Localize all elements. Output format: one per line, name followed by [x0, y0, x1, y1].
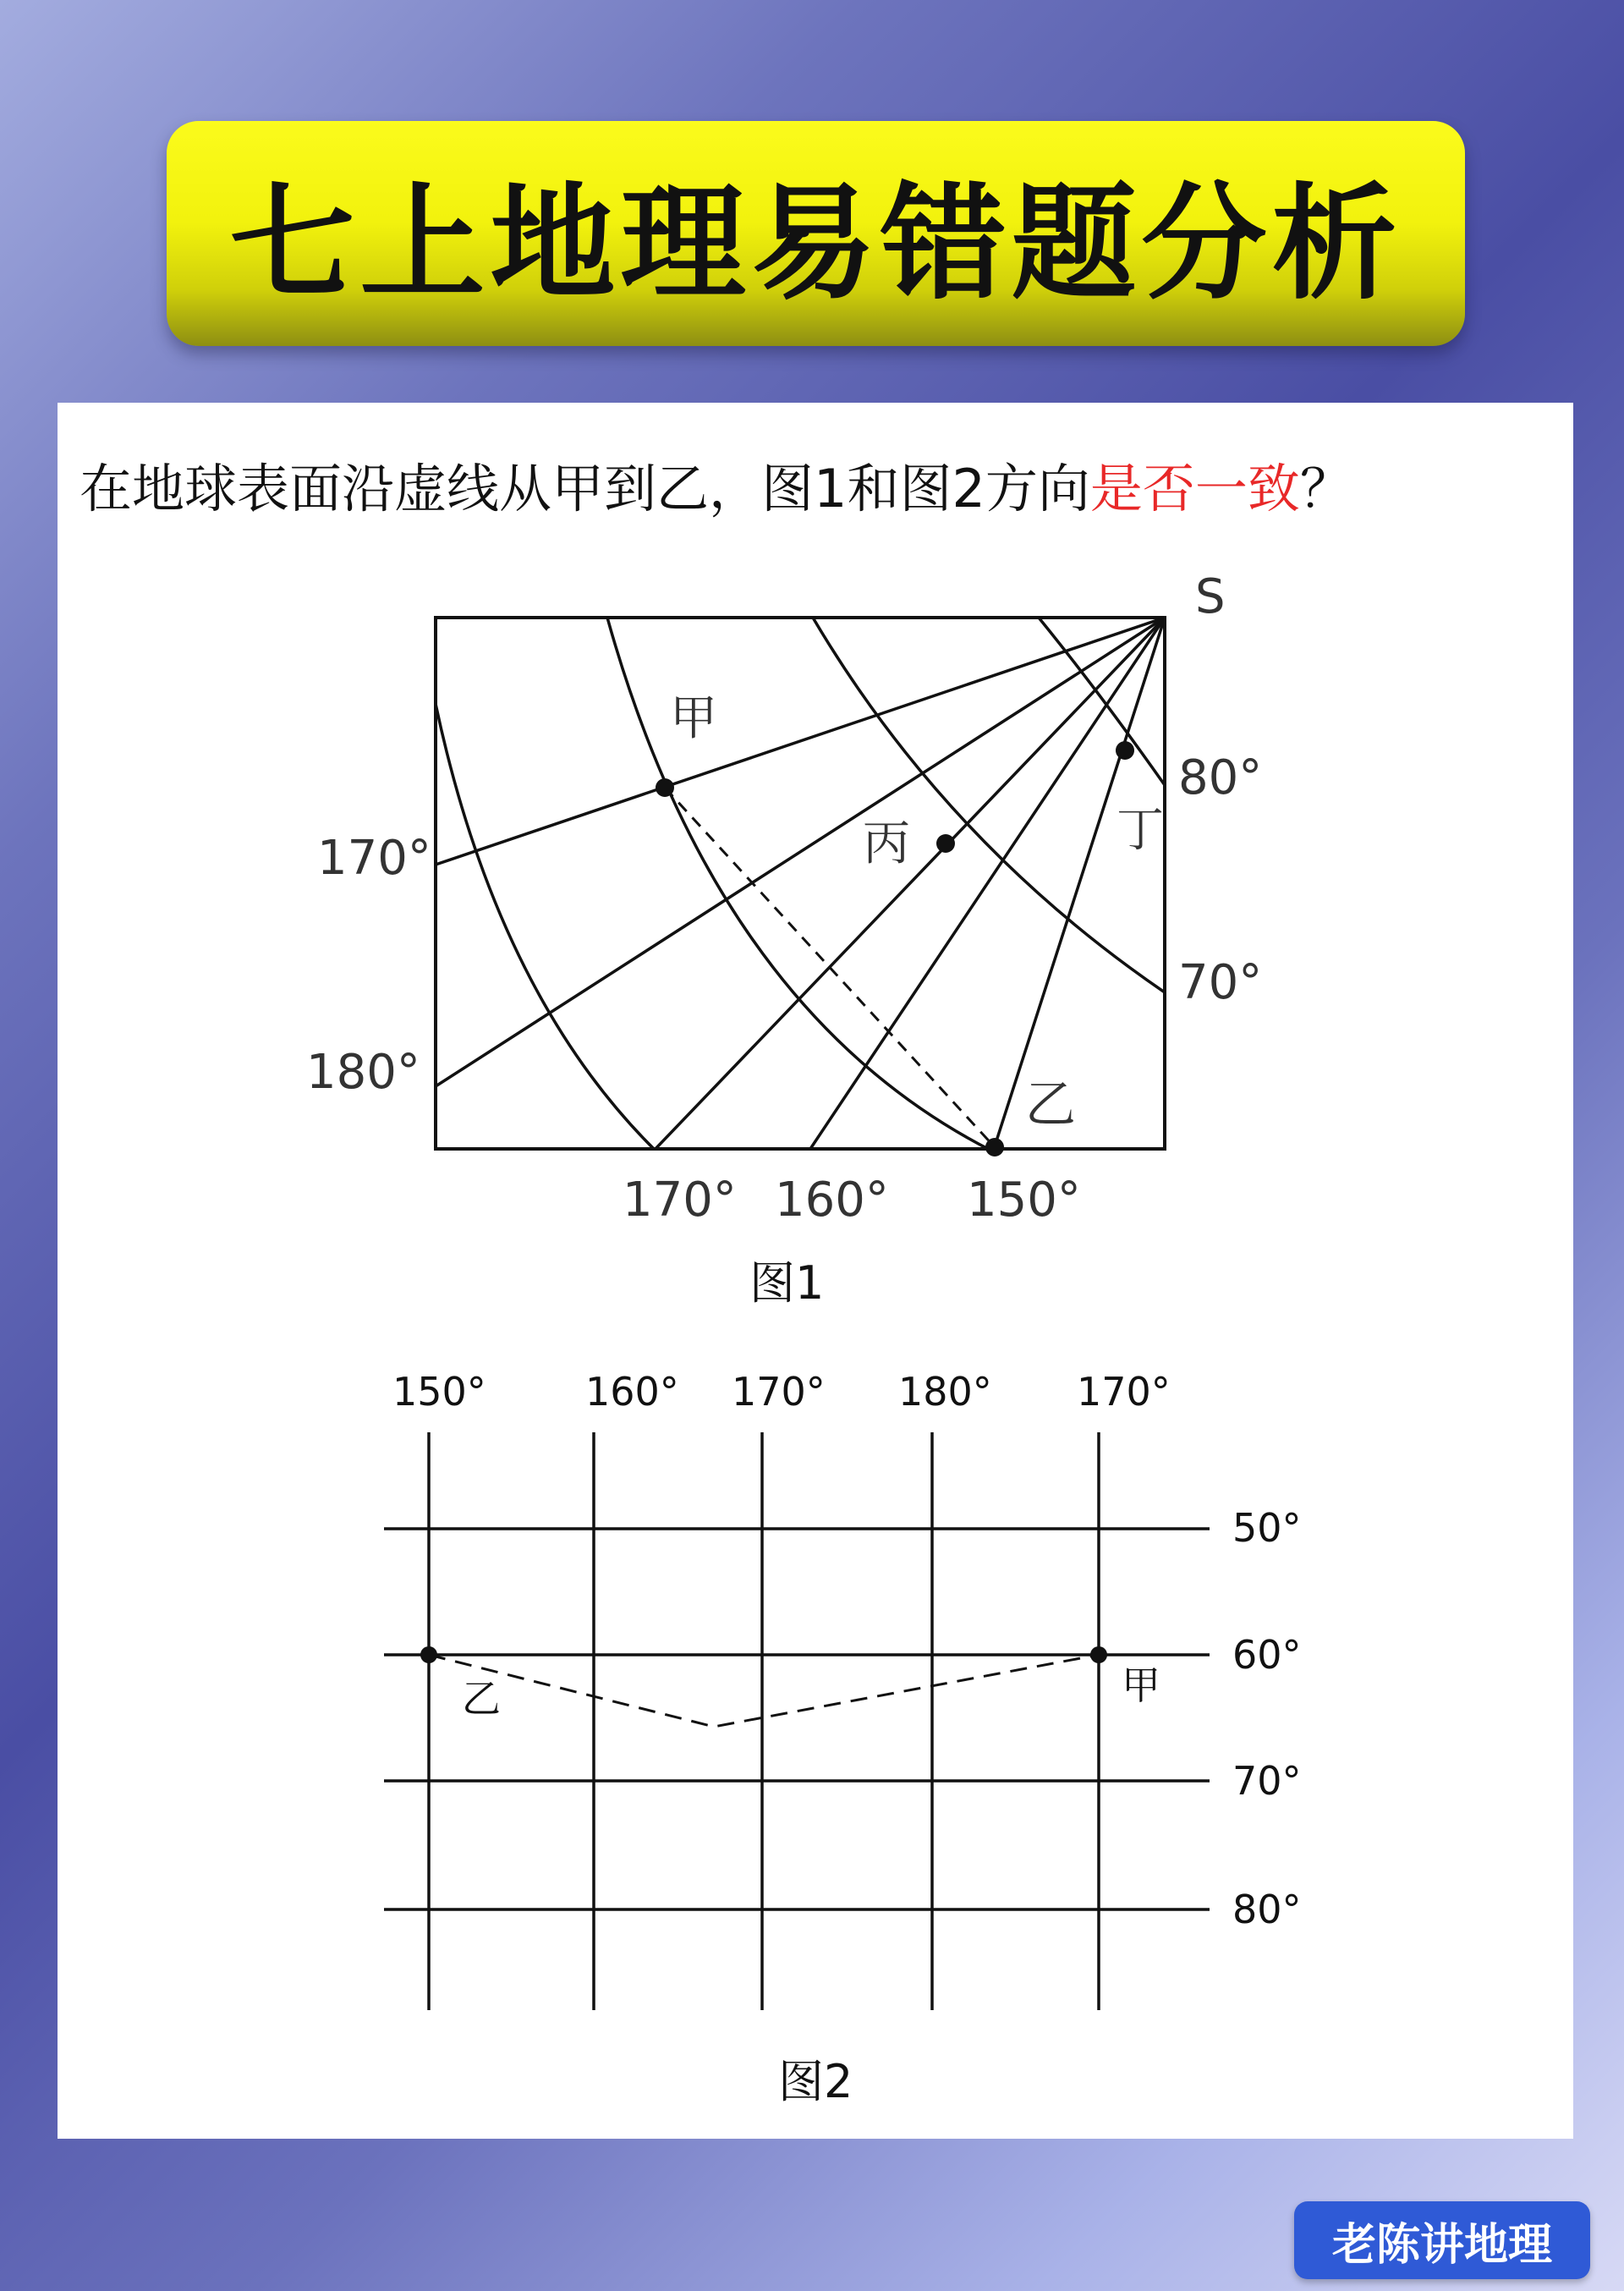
lat-arc-60 — [607, 618, 993, 1151]
lat-arc-80 — [1039, 618, 1165, 785]
point-label-jia-2: 甲 — [1122, 1662, 1160, 1708]
question-main: 在地球表面沿虚线从甲到乙，图1和图2方向 — [80, 458, 1090, 519]
point-jia — [656, 778, 674, 797]
lat-label-80: 80° — [1232, 1887, 1302, 1932]
point-label-ding: 丁 — [1116, 803, 1164, 858]
point-bing — [936, 834, 955, 853]
path-dashed-line-2 — [429, 1655, 1099, 1727]
meridian-170-left — [436, 618, 1165, 865]
lat-label-80: 80° — [1178, 750, 1263, 805]
brand-badge: 老陈讲地理 — [1294, 2201, 1590, 2279]
lat-label-70: 70° — [1232, 1758, 1302, 1804]
lon-bottom-label-170: 170° — [623, 1173, 737, 1228]
lat-label-70: 70° — [1178, 955, 1263, 1010]
point-label-bing: 丙 — [863, 816, 910, 871]
point-ding — [1116, 741, 1134, 760]
lat-label-50: 50° — [1232, 1505, 1302, 1551]
title-banner — [167, 121, 1465, 346]
lon-left-label-180: 180° — [306, 1045, 420, 1100]
figure1-caption: 图1 — [749, 1256, 825, 1310]
lon-bottom-label-150: 150° — [967, 1173, 1081, 1228]
figure2-diagram — [58, 1333, 1573, 2095]
page-title: 七上地理易错题分析 — [229, 171, 1402, 316]
meridian-160 — [809, 618, 1165, 1151]
point-yi-2 — [420, 1646, 437, 1663]
lon-label-150: 150° — [392, 1369, 486, 1415]
figure1-frame — [436, 618, 1165, 1149]
meridian-150 — [993, 618, 1165, 1151]
lon-label-160: 160° — [585, 1369, 679, 1415]
point-yi — [985, 1138, 1004, 1156]
point-jia-2 — [1090, 1646, 1107, 1663]
question-end: ？ — [1299, 458, 1352, 519]
meridian-180 — [436, 618, 1165, 1086]
meridian-170-bottom — [653, 618, 1165, 1151]
point-label-yi: 乙 — [1025, 1075, 1076, 1135]
point-label-jia: 甲 — [670, 691, 717, 746]
pole-label: S — [1195, 569, 1226, 624]
lon-label-180: 180° — [898, 1369, 992, 1415]
figure1-diagram — [58, 403, 1573, 1333]
point-label-yi-2: 乙 — [462, 1676, 501, 1722]
question-card — [58, 403, 1573, 2139]
lon-bottom-label-160: 160° — [775, 1173, 889, 1228]
lat-label-60: 60° — [1232, 1632, 1302, 1678]
question-highlight: 是否一致 — [1089, 458, 1300, 519]
lon-label-170: 170° — [732, 1369, 826, 1415]
figure2-caption: 图2 — [778, 2055, 853, 2108]
lon-label-170w: 170° — [1077, 1369, 1171, 1415]
lat-arc-50 — [436, 704, 656, 1151]
lon-left-label-170: 170° — [317, 831, 431, 886]
